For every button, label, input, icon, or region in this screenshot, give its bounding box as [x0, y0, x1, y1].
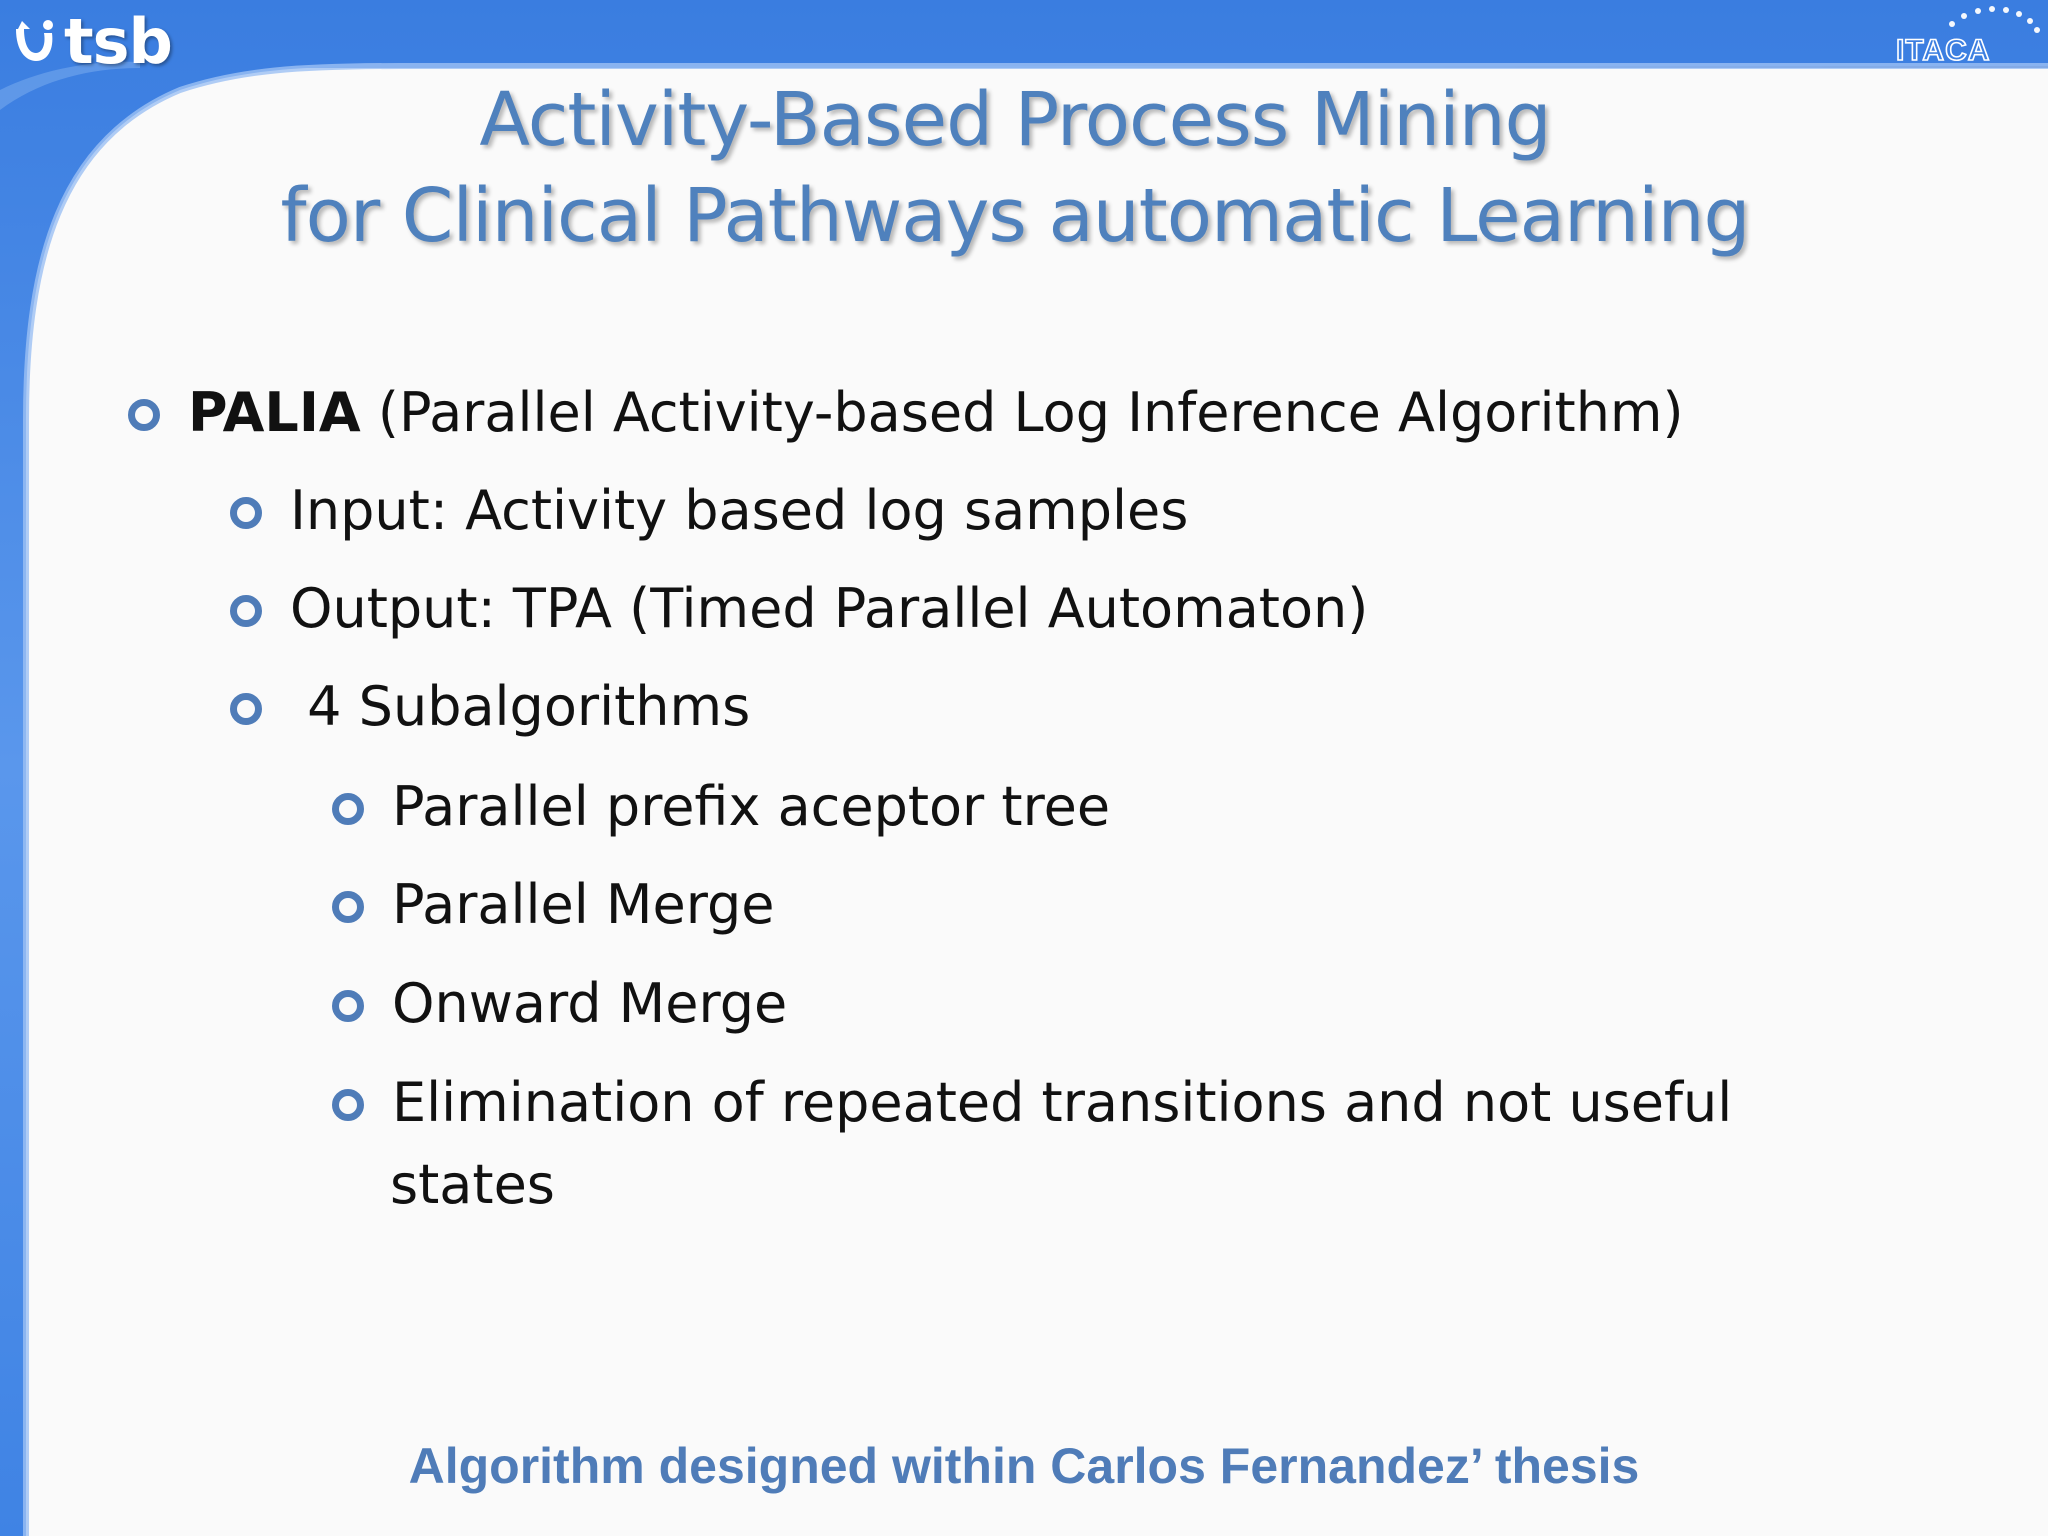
bullet-sub-2-text: Parallel Merge — [392, 873, 775, 936]
title-line-1: Activity-Based Process Mining — [479, 77, 1551, 163]
bullet-sub-1 — [332, 766, 1110, 848]
slide-title — [220, 72, 1810, 264]
bullet-circle-icon — [230, 568, 264, 650]
bullet-circle-icon — [332, 963, 366, 1045]
bullet-sub-3-text: Onward Merge — [392, 972, 788, 1035]
bullet-subalgorithms-text: 4 Subalgorithms — [290, 675, 751, 738]
tsb-logo-text: tsb — [64, 4, 172, 78]
bullet-input — [230, 470, 1188, 552]
bullet-output — [230, 568, 1368, 650]
bullet-output-text: Output: TPA (Timed Parallel Automaton) — [290, 577, 1369, 640]
bullet-subalgorithms — [230, 666, 750, 748]
bullet-circle-icon — [332, 864, 366, 946]
tsb-logo-mark-icon — [8, 15, 60, 67]
bullet-circle-icon — [332, 766, 366, 848]
bullet-sub-3 — [332, 963, 787, 1045]
bullet-palia-bold: PALIA — [188, 381, 361, 444]
itaca-logo — [1892, 2, 2042, 72]
bullet-circle-icon — [230, 666, 264, 748]
bullet-sub-2 — [332, 864, 774, 946]
bullet-sub-4-text: Elimination of repeated transitions and not useful — [392, 1071, 1733, 1134]
title-line-2: for Clinical Pathways automatic Learning — [280, 173, 1750, 259]
bullet-circle-icon — [332, 1062, 366, 1144]
footer-note: Algorithm designed within Carlos Fernandez’ thesis — [408, 1438, 1640, 1494]
bullet-circle-icon — [230, 470, 264, 552]
itaca-logo-text: ITACA — [1896, 34, 1991, 67]
bullet-sub-1-text: Parallel prefix aceptor tree — [392, 775, 1111, 838]
bullet-palia — [128, 372, 1684, 454]
bullet-circle-icon — [128, 372, 162, 454]
tsb-logo — [8, 6, 172, 76]
bullet-sub-4 — [332, 1062, 1732, 1144]
bullet-sub-4-continuation: states — [390, 1153, 555, 1216]
bullet-input-text: Input: Activity based log samples — [290, 479, 1189, 542]
bullet-palia-text: (Parallel Activity-based Log Inference Algorithm) — [360, 381, 1684, 444]
